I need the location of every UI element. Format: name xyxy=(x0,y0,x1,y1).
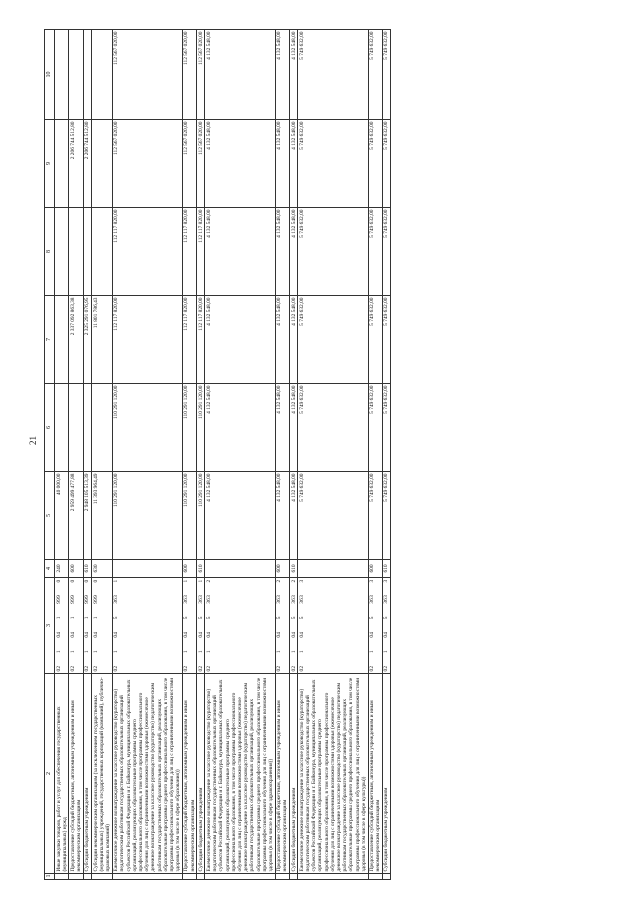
table-row xyxy=(92,30,113,880)
row-amount-c5: 4 132 548,00 xyxy=(205,472,275,560)
code-part: 999 xyxy=(69,595,76,604)
row-amount-c5: 5 749 632,00 xyxy=(368,472,382,560)
row-amount-c8: 5 749 632,00 xyxy=(368,208,382,296)
row-amount-c5: 40 000,00 xyxy=(55,472,69,560)
row-expense-type: 600 xyxy=(368,560,382,578)
row-marker-cell xyxy=(197,874,205,880)
row-amount-c5: 5 749 632,00 xyxy=(298,472,368,560)
code-part: 1 xyxy=(69,616,76,620)
row-amount-c10 xyxy=(92,30,113,120)
row-expense-type: 600 xyxy=(275,560,289,578)
code-part: 363 xyxy=(197,595,204,604)
code-part: 363 xyxy=(113,595,120,604)
code-part: 04 xyxy=(183,631,190,638)
row-amount-c8: 4 132 548,00 xyxy=(275,208,289,296)
row-amount-c7: 2 337 092 863,38 xyxy=(69,296,83,384)
row-amount-c6: 5 749 632,00 xyxy=(298,384,368,472)
code-part: 1 xyxy=(92,616,99,620)
row-marker-cell xyxy=(290,874,298,880)
row-amount-c8: 112 117 820,00 xyxy=(197,208,205,296)
code-part: 3 xyxy=(298,579,305,583)
code-part: 04 xyxy=(276,631,283,638)
header-cell: 2 xyxy=(45,674,55,874)
row-amount-c10: 5 749 632,00 xyxy=(298,30,368,120)
row-expense-type: 630 xyxy=(92,560,113,578)
row-amount-c10: 5 749 632,00 xyxy=(368,30,382,120)
code-part: 1 xyxy=(197,579,204,583)
code-part: 04 xyxy=(369,631,376,638)
code-part: 1 xyxy=(55,616,62,620)
code-part: 5 xyxy=(369,616,376,620)
table-row xyxy=(69,30,83,880)
row-marker-cell xyxy=(83,874,91,880)
code-part: 04 xyxy=(92,631,99,638)
code-part: 02 xyxy=(276,665,283,672)
row-amount-c9 xyxy=(55,120,69,208)
code-part: 1 xyxy=(276,650,283,654)
code-part: 1 xyxy=(84,650,91,654)
row-amount-c7: 11 801 786,43 xyxy=(92,296,113,384)
row-amount-c8: 4 132 548,00 xyxy=(290,208,298,296)
row-code xyxy=(275,578,289,674)
row-amount-c6: 110 291 120,00 xyxy=(197,384,205,472)
code-part: 2 xyxy=(290,579,297,583)
budget-table xyxy=(44,29,391,880)
row-marker-cell xyxy=(112,874,182,880)
row-expense-type xyxy=(205,560,275,578)
code-part: 1 xyxy=(92,650,99,654)
code-part: 1 xyxy=(113,650,120,654)
row-expense-type xyxy=(112,560,182,578)
row-expense-type: 240 xyxy=(55,560,69,578)
row-name: Субсидии бюджетным учреждениям xyxy=(197,674,205,874)
code-part: 363 xyxy=(276,595,283,604)
header-cell: 10 xyxy=(45,30,55,120)
code-part: 02 xyxy=(298,665,305,672)
row-amount-c10: 112 567 020,00 xyxy=(182,30,196,120)
row-amount-c9: 5 749 632,00 xyxy=(298,120,368,208)
row-code xyxy=(182,578,196,674)
row-code xyxy=(382,578,390,674)
row-amount-c5: 2 959 499 477,88 xyxy=(69,472,83,560)
table-row xyxy=(290,30,298,880)
row-amount-c8: 5 749 632,00 xyxy=(382,208,390,296)
rotated-table-container xyxy=(44,30,600,880)
table-row xyxy=(298,30,368,880)
row-expense-type: 610 xyxy=(83,560,91,578)
row-amount-c6 xyxy=(92,384,113,472)
row-amount-c10: 5 749 632,00 xyxy=(382,30,390,120)
code-part: 2 xyxy=(276,579,283,583)
row-expense-type: 600 xyxy=(182,560,196,578)
row-amount-c6: 4 132 548,00 xyxy=(290,384,298,472)
row-name: Ежемесячное денежное вознаграждение за классное руководство (кураторство) педагогическим работникам государственных образовательных организаций субъектов Российской Федерации и г. Байконура, муниципальных образовательных организаций, реализующих образовательные программы среднего профессионального образования, в том числе программы профессионального обучения для лиц с ограниченными возможностями здоровья (ежемесячное денежное вознаграждение за классное руководство (кураторство) педагогическим работникам государственных образовательных организаций, реализующих образовательные программы среднего профессионального образования, в том числе программы профессионального обучения для лиц с ограниченными возможностями здоровья (в том числе в сфере образования)) xyxy=(112,674,182,874)
row-marker-cell xyxy=(55,874,69,880)
code-part: 999 xyxy=(92,595,99,604)
table-row xyxy=(182,30,196,880)
header-cell: 8 xyxy=(45,208,55,296)
row-marker-cell xyxy=(275,874,289,880)
code-part: 04 xyxy=(197,631,204,638)
row-amount-c9: 4 132 548,00 xyxy=(275,120,289,208)
row-name: Иные закупки товаров, работ и услуг для обеспечения государственных (муниципальных) нужд xyxy=(55,674,69,874)
code-part: 363 xyxy=(205,595,212,604)
row-amount-c9: 4 132 548,00 xyxy=(205,120,275,208)
code-part: 1 xyxy=(183,579,190,583)
header-cell: 4 xyxy=(45,560,55,578)
row-amount-c5: 2 948 105 513,39 xyxy=(83,472,91,560)
code-part: 1 xyxy=(113,579,120,583)
row-name: Субсидии бюджетным учреждениям xyxy=(83,674,91,874)
code-part: 02 xyxy=(290,665,297,672)
code-part: 5 xyxy=(183,616,190,620)
row-amount-c6: 110 291 120,00 xyxy=(182,384,196,472)
code-part: 02 xyxy=(84,665,91,672)
row-amount-c7: 5 749 632,00 xyxy=(298,296,368,384)
row-name: Субсидии бюджетным учреждениям xyxy=(290,674,298,874)
code-part: 02 xyxy=(197,665,204,672)
row-amount-c9: 112 567 020,00 xyxy=(112,120,182,208)
row-amount-c9 xyxy=(92,120,113,208)
row-amount-c8 xyxy=(83,208,91,296)
row-amount-c10: 4 132 548,00 xyxy=(275,30,289,120)
table-row xyxy=(368,30,382,880)
row-name: Предоставление субсидий бюджетным, автономным учреждениям и иным некоммерческим организациям xyxy=(182,674,196,874)
code-part: 5 xyxy=(290,616,297,620)
row-amount-c9: 4 132 548,00 xyxy=(290,120,298,208)
row-name: Ежемесячное денежное вознаграждение за классное руководство (кураторство) педагогическим работникам государственных образовательных организаций субъектов Российской Федерации и г. Байконура, муниципальных образовательных организаций, реализующих образовательные программы среднего профессионального образования, в том числе программы профессионального обучения для лиц с ограниченными возможностями здоровья (ежемесячное денежное вознаграждение за классное руководство (кураторство) педагогическим работникам государственных образовательных организаций, реализующих образовательные программы среднего профессионального образования, в том числе программы профессионального обучения для лиц с ограниченными возможностями здоровья (в том числе в сфере здравоохранения)) xyxy=(205,674,275,874)
code-part: 0 xyxy=(92,579,99,583)
header-cell: 9 xyxy=(45,120,55,208)
header-cell: 3 xyxy=(45,578,55,674)
row-amount-c7: 4 132 548,00 xyxy=(205,296,275,384)
row-amount-c9: 112 567 020,00 xyxy=(182,120,196,208)
code-part: 5 xyxy=(298,616,305,620)
code-part: 363 xyxy=(369,595,376,604)
code-part: 04 xyxy=(113,631,120,638)
row-amount-c10: 4 132 548,00 xyxy=(205,30,275,120)
code-part: 5 xyxy=(205,616,212,620)
row-amount-c8: 4 132 548,00 xyxy=(205,208,275,296)
row-name: Предоставление субсидий бюджетным, автономным учреждениям и иным некоммерческим организациям xyxy=(69,674,83,874)
code-part: 1 xyxy=(205,650,212,654)
row-code xyxy=(298,578,368,674)
row-amount-c10 xyxy=(69,30,83,120)
row-amount-c9: 2 206 744 512,80 xyxy=(69,120,83,208)
row-amount-c7: 112 117 820,00 xyxy=(197,296,205,384)
table-row xyxy=(205,30,275,880)
code-part: 2 xyxy=(205,579,212,583)
code-part: 5 xyxy=(197,616,204,620)
row-amount-c6 xyxy=(69,384,83,472)
code-part: 1 xyxy=(55,650,62,654)
row-amount-c6 xyxy=(55,384,69,472)
table-row xyxy=(55,30,69,880)
code-part: 04 xyxy=(383,631,390,638)
code-part: 04 xyxy=(69,631,76,638)
row-code xyxy=(368,578,382,674)
row-amount-c7 xyxy=(55,296,69,384)
code-part: 1 xyxy=(383,650,390,654)
row-amount-c6: 5 749 632,00 xyxy=(368,384,382,472)
header-cell: 1 xyxy=(45,874,55,880)
row-amount-c8 xyxy=(92,208,113,296)
header-cell: 5 xyxy=(45,472,55,560)
row-amount-c8: 5 749 632,00 xyxy=(298,208,368,296)
row-amount-c7: 5 749 632,00 xyxy=(382,296,390,384)
row-amount-c9: 2 206 744 512,80 xyxy=(83,120,91,208)
header-row xyxy=(45,30,55,880)
row-amount-c9: 5 749 632,00 xyxy=(382,120,390,208)
code-part: 1 xyxy=(69,650,76,654)
row-code xyxy=(69,578,83,674)
code-part: 1 xyxy=(369,650,376,654)
code-part: 999 xyxy=(55,595,62,604)
row-amount-c5: 110 291 120,00 xyxy=(112,472,182,560)
row-code xyxy=(83,578,91,674)
code-part: 04 xyxy=(84,631,91,638)
row-amount-c7: 112 117 820,00 xyxy=(112,296,182,384)
table-row xyxy=(197,30,205,880)
table-row xyxy=(275,30,289,880)
row-amount-c9: 112 567 020,00 xyxy=(197,120,205,208)
code-part: 02 xyxy=(69,665,76,672)
row-name: Ежемесячное денежное вознаграждение за классное руководство (кураторство) педагогическим работникам государственных образовательных организаций субъектов Российской Федерации и г. Байконура, муниципальных образовательных организаций, реализующих образовательные программы среднего профессионального образования, в том числе программы профессионального обучения для лиц с ограниченными возможностями здоровья (ежемесячное денежное вознаграждение за классное руководство (кураторство) педагогическим работникам государственных образовательных организаций, реализующих образовательные программы среднего профессионального образования, в том числе программы профессионального обучения для лиц с ограниченными возможностями здоровья (в том числе в сфере культуры)) xyxy=(298,674,368,874)
table-row xyxy=(112,30,182,880)
row-amount-c8: 112 117 820,00 xyxy=(182,208,196,296)
row-amount-c8 xyxy=(55,208,69,296)
row-code xyxy=(205,578,275,674)
row-amount-c5: 4 132 548,00 xyxy=(275,472,289,560)
row-amount-c10: 112 567 020,00 xyxy=(197,30,205,120)
row-amount-c5: 110 291 120,00 xyxy=(197,472,205,560)
row-amount-c5: 11 393 964,49 xyxy=(92,472,113,560)
row-marker-cell xyxy=(382,874,390,880)
code-part: 02 xyxy=(183,665,190,672)
code-part: 1 xyxy=(197,650,204,654)
row-code xyxy=(290,578,298,674)
row-expense-type: 610 xyxy=(290,560,298,578)
code-part: 1 xyxy=(290,650,297,654)
code-part: 04 xyxy=(298,631,305,638)
row-amount-c8 xyxy=(69,208,83,296)
row-amount-c9: 5 749 632,00 xyxy=(368,120,382,208)
code-part: 5 xyxy=(383,616,390,620)
code-part: 1 xyxy=(183,650,190,654)
row-code xyxy=(197,578,205,674)
page-number: 21 xyxy=(28,436,38,445)
code-part: 02 xyxy=(113,665,120,672)
row-code xyxy=(92,578,113,674)
row-code xyxy=(112,578,182,674)
row-amount-c10 xyxy=(55,30,69,120)
row-amount-c6: 5 749 632,00 xyxy=(382,384,390,472)
row-name: Предоставление субсидий бюджетным, автономным учреждениям и иным некоммерческим организациям xyxy=(275,674,289,874)
row-marker-cell xyxy=(368,874,382,880)
row-expense-type: 600 xyxy=(69,560,83,578)
row-amount-c6 xyxy=(83,384,91,472)
row-name: Субсидии бюджетным учреждениям xyxy=(382,674,390,874)
code-part: 363 xyxy=(298,595,305,604)
row-marker-cell xyxy=(69,874,83,880)
header-cell: 7 xyxy=(45,296,55,384)
row-marker-cell xyxy=(92,874,113,880)
code-part: 5 xyxy=(113,616,120,620)
row-amount-c5: 110 291 120,00 xyxy=(182,472,196,560)
row-marker-cell xyxy=(182,874,196,880)
code-part: 04 xyxy=(55,631,62,638)
row-amount-c8: 112 117 820,00 xyxy=(112,208,182,296)
code-part: 0 xyxy=(84,579,91,583)
row-code xyxy=(55,578,69,674)
row-amount-c10: 4 132 548,00 xyxy=(290,30,298,120)
table-row xyxy=(382,30,390,880)
code-part: 02 xyxy=(92,665,99,672)
row-amount-c10: 112 567 020,00 xyxy=(112,30,182,120)
table-body xyxy=(55,30,391,880)
header-cell: 6 xyxy=(45,384,55,472)
code-part: 02 xyxy=(383,665,390,672)
code-part: 999 xyxy=(84,595,91,604)
row-amount-c6: 110 291 120,00 xyxy=(112,384,182,472)
row-amount-c6: 4 132 548,00 xyxy=(275,384,289,472)
row-marker-cell xyxy=(205,874,275,880)
row-amount-c7: 4 132 548,00 xyxy=(275,296,289,384)
row-expense-type xyxy=(298,560,368,578)
code-part: 1 xyxy=(84,616,91,620)
code-part: 02 xyxy=(205,665,212,672)
code-part: 363 xyxy=(290,595,297,604)
row-name: Предоставление субсидий бюджетным, автономным учреждениям и иным некоммерческим организациям xyxy=(368,674,382,874)
row-marker-cell xyxy=(298,874,368,880)
row-expense-type: 610 xyxy=(382,560,390,578)
code-part: 3 xyxy=(369,579,376,583)
code-part: 0 xyxy=(69,579,76,583)
code-part: 363 xyxy=(383,595,390,604)
table-row xyxy=(83,30,91,880)
code-part: 3 xyxy=(383,579,390,583)
row-amount-c5: 4 132 548,00 xyxy=(290,472,298,560)
code-part: 04 xyxy=(290,631,297,638)
row-amount-c7: 5 749 632,00 xyxy=(368,296,382,384)
row-amount-c10 xyxy=(83,30,91,120)
row-amount-c5: 5 749 632,00 xyxy=(382,472,390,560)
code-part: 5 xyxy=(276,616,283,620)
code-part: 0 xyxy=(55,579,62,583)
code-part: 1 xyxy=(298,650,305,654)
row-name: Субсидии некоммерческим организациям (за исключением государственных (муниципальных) учреждений, государственных корпораций (компаний), публично-правовых компаний) xyxy=(92,674,113,874)
row-amount-c7: 2 325 291 076,95 xyxy=(83,296,91,384)
code-part: 363 xyxy=(183,595,190,604)
code-part: 02 xyxy=(55,665,62,672)
row-amount-c7: 112 117 820,00 xyxy=(182,296,196,384)
code-part: 02 xyxy=(369,665,376,672)
row-expense-type: 610 xyxy=(197,560,205,578)
row-amount-c6: 4 132 548,00 xyxy=(205,384,275,472)
code-part: 04 xyxy=(205,631,212,638)
row-amount-c7: 4 132 548,00 xyxy=(290,296,298,384)
